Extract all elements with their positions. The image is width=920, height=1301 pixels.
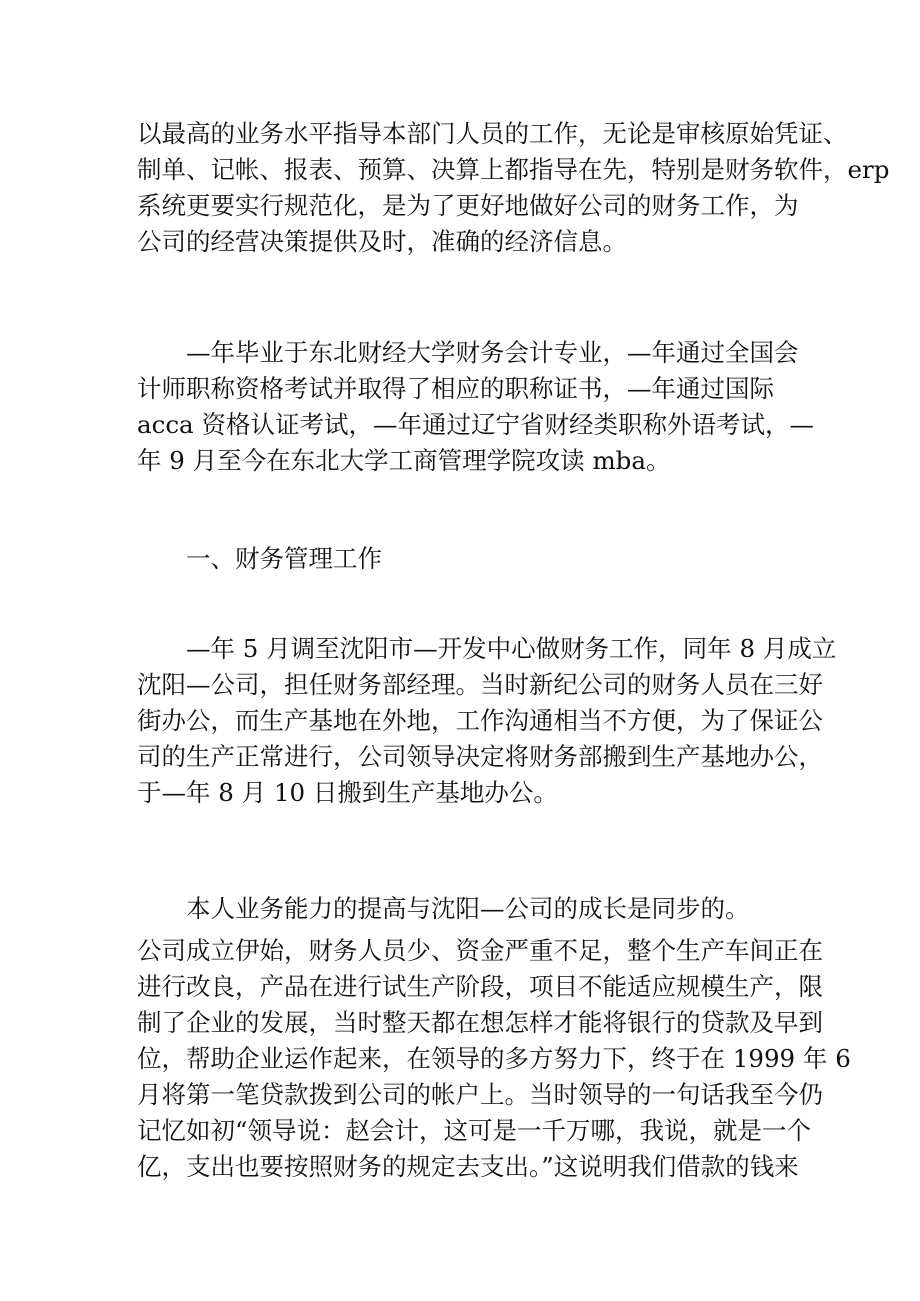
text-line: —年 5 月调至沈阳市—开发中心做财务工作，同年 8 月成立 — [186, 634, 837, 663]
text-line: 本人业务能力的提高与沈阳—公司的成长是同步的。 — [186, 894, 750, 923]
paragraph-growth — [137, 891, 797, 927]
text-line: 于—年 8 月 10 日搬到生产基地办公。 — [137, 778, 558, 807]
text-line: —年毕业于东北财经大学财务会计专业，—年通过全国会 — [186, 338, 799, 367]
paragraph-history — [137, 933, 851, 1185]
text-line: 年 9 月至今在东北大学工商管理学院攻读 mba。 — [137, 446, 671, 475]
text-line: 公司成立伊始，财务人员少、资金严重不足，整个生产车间正在 — [137, 936, 823, 965]
text-line: 月将第一笔贷款拨到公司的帐户上。当时领导的一句话我至今仍 — [137, 1080, 823, 1109]
text-line: 进行改良，产品在进行试生产阶段，项目不能适应规模生产，限 — [137, 972, 823, 1001]
section-title: 一、财务管理工作 — [186, 544, 382, 573]
text-line: 制了企业的发展，当时整天都在想怎样才能将银行的贷款及早到 — [137, 1008, 823, 1037]
text-line: 系统更要实行规范化，是为了更好地做好公司的财务工作，为 — [137, 191, 799, 220]
text-line: 街办公，而生产基地在外地，工作沟通相当不方便，为了保证公 — [137, 706, 823, 735]
text-line: 记忆如初“领导说：赵会计，这可是一千万哪，我说，就是一个 — [137, 1116, 812, 1145]
text-line: 以最高的业务水平指导本部门人员的工作，无论是审核原始凭证、 — [137, 119, 848, 148]
section-heading — [137, 541, 797, 577]
paragraph-career — [137, 631, 837, 811]
paragraph-duties — [137, 116, 890, 260]
text-line: 沈阳—公司，担任财务部经理。当时新纪公司的财务人员在三好 — [137, 670, 823, 699]
text-line: 计师职称资格考试并取得了相应的职称证书，—年通过国际 — [137, 374, 774, 403]
text-line: 位，帮助企业运作起来，在领导的多方努力下，终于在 1999 年 6 — [137, 1044, 851, 1073]
text-line: 司的生产正常进行，公司领导决定将财务部搬到生产基地办公， — [137, 742, 823, 771]
text-line: acca 资格认证考试，—年通过辽宁省财经类职称外语考试，— — [137, 410, 814, 439]
text-line: 制单、记帐、报表、预算、决算上都指导在先，特别是财务软件，erp — [137, 155, 890, 184]
paragraph-education — [137, 335, 814, 479]
text-line: 亿，支出也要按照财务的规定去支出。”这说明我们借款的钱来 — [137, 1152, 799, 1181]
text-line: 公司的经营决策提供及时，准确的经济信息。 — [137, 227, 627, 256]
